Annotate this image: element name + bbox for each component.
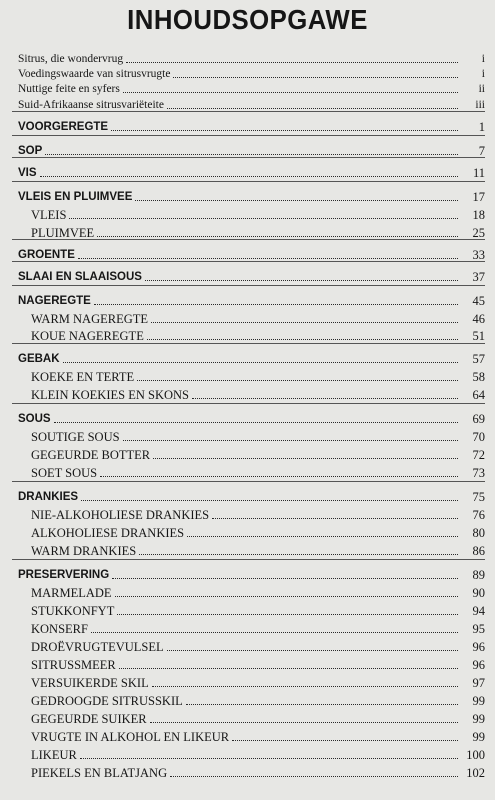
toc-section-entry[interactable] bbox=[18, 488, 485, 504]
dot-leader bbox=[94, 304, 458, 305]
toc-page-number: 94 bbox=[472, 604, 485, 618]
toc-subentry[interactable] bbox=[31, 746, 485, 762]
dot-leader bbox=[54, 422, 458, 423]
toc-entry-label: KONSERF bbox=[31, 622, 88, 636]
toc-page-number: 76 bbox=[472, 508, 485, 522]
toc-page-number: 102 bbox=[466, 766, 485, 780]
toc-page-number: 45 bbox=[472, 294, 485, 308]
toc-page-number: i bbox=[481, 53, 485, 65]
dot-leader bbox=[126, 62, 458, 63]
dot-leader bbox=[97, 236, 458, 237]
toc-entry-label: KOUE NAGEREGTE bbox=[31, 329, 144, 343]
dot-leader bbox=[152, 686, 458, 687]
toc-subentry[interactable] bbox=[31, 224, 485, 240]
toc-entry-label: WARM DRANKIES bbox=[31, 544, 137, 558]
toc-entry-label: PLUIMVEE bbox=[31, 226, 95, 240]
toc-entry-label: SOUTIGE SOUS bbox=[31, 430, 120, 444]
dot-leader bbox=[63, 362, 458, 363]
toc-page-number: 99 bbox=[472, 712, 485, 726]
toc-page-number: 37 bbox=[472, 270, 485, 284]
toc-subentry[interactable] bbox=[31, 310, 485, 326]
toc-subentry[interactable] bbox=[31, 710, 485, 726]
toc-entry-label: Voedingswaarde van sitrusvrugte bbox=[18, 68, 171, 80]
dot-leader bbox=[232, 740, 458, 741]
toc-subentry[interactable] bbox=[31, 368, 485, 384]
toc-entry-label: WARM NAGEREGTE bbox=[31, 312, 149, 326]
dot-leader bbox=[40, 176, 458, 177]
toc-section-entry[interactable] bbox=[18, 350, 485, 366]
toc-section-entry[interactable] bbox=[18, 118, 485, 134]
dot-leader bbox=[173, 77, 458, 78]
dot-leader bbox=[112, 578, 458, 579]
toc-entry-label: PIEKELS EN BLATJANG bbox=[31, 766, 168, 780]
section-divider bbox=[12, 559, 485, 560]
dot-leader bbox=[212, 518, 458, 519]
toc-page-number: 70 bbox=[472, 430, 485, 444]
toc-entry-label: SOUS bbox=[18, 413, 51, 425]
toc-entry-label: GEGEURDE SUIKER bbox=[31, 712, 147, 726]
toc-entry-label: VRUGTE IN ALKOHOL EN LIKEUR bbox=[31, 730, 230, 744]
toc-entry-label: Suid-Afrikaanse sitrusvariëteite bbox=[18, 99, 164, 111]
toc-entry-label: GEGEURDE BOTTER bbox=[31, 448, 151, 462]
section-divider bbox=[12, 481, 485, 482]
toc-page-number: 99 bbox=[472, 694, 485, 708]
dot-leader bbox=[186, 704, 458, 705]
dot-leader bbox=[123, 92, 458, 93]
dot-leader bbox=[170, 776, 458, 777]
toc-section-entry[interactable] bbox=[18, 164, 485, 180]
toc-subentry[interactable] bbox=[31, 506, 485, 522]
toc-page-number: 75 bbox=[472, 490, 485, 504]
dot-leader bbox=[167, 108, 458, 109]
toc-page-number: 95 bbox=[472, 622, 485, 636]
toc-section-entry[interactable] bbox=[18, 188, 485, 204]
toc-intro-entry[interactable] bbox=[18, 65, 485, 81]
toc-subentry[interactable] bbox=[31, 728, 485, 744]
dot-leader bbox=[139, 554, 458, 555]
toc-entry-label: STUKKONFYT bbox=[31, 604, 115, 618]
page-title: INHOUDSOPGAWE bbox=[127, 4, 368, 35]
toc-subentry[interactable] bbox=[31, 620, 485, 636]
toc-page-number: 89 bbox=[472, 568, 485, 582]
dot-leader bbox=[135, 200, 458, 201]
toc-subentry[interactable] bbox=[31, 584, 485, 600]
toc-entry-label: SOP bbox=[18, 145, 43, 157]
section-divider bbox=[12, 285, 485, 286]
section-divider bbox=[12, 181, 485, 182]
toc-page-number: 11 bbox=[472, 166, 485, 180]
section-divider bbox=[12, 403, 485, 404]
toc-page-number: 46 bbox=[472, 312, 485, 326]
toc-intro-entry[interactable] bbox=[18, 80, 485, 96]
toc-section-entry[interactable] bbox=[18, 292, 485, 308]
toc-subentry[interactable] bbox=[31, 464, 485, 480]
dot-leader bbox=[145, 280, 458, 281]
dot-leader bbox=[111, 130, 458, 131]
toc-intro-entry[interactable] bbox=[18, 96, 485, 112]
dot-leader bbox=[147, 339, 458, 340]
dot-leader bbox=[123, 440, 458, 441]
dot-leader bbox=[78, 258, 458, 259]
toc-page-number: 69 bbox=[472, 412, 485, 426]
toc-entry-label: ALKOHOLIESE DRANKIES bbox=[31, 526, 185, 540]
toc-page-number: 57 bbox=[472, 352, 485, 366]
toc-entry-label: Nuttige feite en syfers bbox=[18, 83, 120, 95]
toc-entry-label: SITRUSSMEER bbox=[31, 658, 116, 672]
toc-entry-label: KOEKE EN TERTE bbox=[31, 370, 135, 384]
toc-section-entry[interactable] bbox=[18, 410, 485, 426]
toc-entry-label: VIS bbox=[18, 167, 37, 179]
toc-page-number: 73 bbox=[472, 466, 485, 480]
toc-subentry[interactable] bbox=[31, 428, 485, 444]
toc-intro-entry[interactable] bbox=[18, 50, 485, 66]
toc-page-number: iii bbox=[475, 99, 485, 111]
toc-subentry[interactable] bbox=[31, 446, 485, 462]
toc-page-number: 99 bbox=[472, 730, 485, 744]
toc-entry-label: NIE-ALKOHOLIESE DRANKIES bbox=[31, 508, 210, 522]
toc-section-entry[interactable] bbox=[18, 566, 485, 582]
dot-leader bbox=[69, 218, 458, 219]
toc-entry-label: DROËVRUGTEVULSEL bbox=[31, 640, 164, 654]
dot-leader bbox=[150, 722, 458, 723]
toc-page-number: 25 bbox=[472, 226, 485, 240]
toc-entry-label: GROENTE bbox=[18, 249, 75, 261]
toc-entry-label: GEBAK bbox=[18, 353, 60, 365]
toc-page-number: ii bbox=[478, 83, 485, 95]
toc-entry-label: PRESERVERING bbox=[18, 569, 110, 581]
toc-page-number: 33 bbox=[472, 248, 485, 262]
toc-page-number: 7 bbox=[478, 144, 485, 158]
toc-entry-label: SLAAI EN SLAAISOUS bbox=[18, 271, 142, 283]
dot-leader bbox=[119, 668, 458, 669]
toc-entry-label: VLEIS bbox=[31, 208, 67, 222]
toc-page-number: 18 bbox=[472, 208, 485, 222]
dot-leader bbox=[187, 536, 458, 537]
toc-subentry[interactable] bbox=[31, 386, 485, 402]
toc-page-number: 58 bbox=[472, 370, 485, 384]
toc-subentry[interactable] bbox=[31, 327, 485, 343]
toc-subentry[interactable] bbox=[31, 674, 485, 690]
toc-page-number: 96 bbox=[472, 640, 485, 654]
section-divider bbox=[12, 343, 485, 344]
toc-section-entry[interactable] bbox=[18, 142, 485, 158]
toc-page-number: 97 bbox=[472, 676, 485, 690]
toc-page-number: 80 bbox=[472, 526, 485, 540]
dot-leader bbox=[137, 380, 458, 381]
dot-leader bbox=[100, 476, 458, 477]
toc-entry-label: NAGEREGTE bbox=[18, 295, 91, 307]
dot-leader bbox=[117, 614, 458, 615]
dot-leader bbox=[80, 758, 458, 759]
dot-leader bbox=[167, 650, 458, 651]
toc-subentry[interactable] bbox=[31, 524, 485, 540]
toc-subentry[interactable] bbox=[31, 542, 485, 558]
toc-entry-label: KLEIN KOEKIES EN SKONS bbox=[31, 388, 189, 402]
dot-leader bbox=[192, 398, 458, 399]
dot-leader bbox=[115, 596, 458, 597]
toc-page-number: 1 bbox=[478, 120, 485, 134]
dot-leader bbox=[91, 632, 458, 633]
toc-page-number: 17 bbox=[472, 190, 485, 204]
toc-entry-label: GEDROOGDE SITRUSSKIL bbox=[31, 694, 183, 708]
toc-page-number: 86 bbox=[472, 544, 485, 558]
dot-leader bbox=[81, 500, 458, 501]
section-divider bbox=[12, 135, 485, 136]
toc-entry-label: VOORGEREGTE bbox=[18, 121, 109, 133]
toc-entry-label: MARMELADE bbox=[31, 586, 112, 600]
toc-entry-label: SOET SOUS bbox=[31, 466, 98, 480]
toc-subentry[interactable] bbox=[31, 206, 485, 222]
toc-section-entry[interactable] bbox=[18, 268, 485, 284]
toc-entry-label: Sitrus, die wondervrug bbox=[18, 53, 124, 65]
toc-page-number: 90 bbox=[472, 586, 485, 600]
toc-subentry[interactable] bbox=[31, 692, 485, 708]
dot-leader bbox=[45, 154, 458, 155]
toc-page-number: 96 bbox=[472, 658, 485, 672]
toc-page-number: i bbox=[481, 68, 485, 80]
toc-subentry[interactable] bbox=[31, 656, 485, 672]
toc-subentry[interactable] bbox=[31, 602, 485, 618]
toc-page-number: 51 bbox=[472, 329, 485, 343]
toc-entry-label: VERSUIKERDE SKIL bbox=[31, 676, 149, 690]
dot-leader bbox=[151, 322, 458, 323]
toc-page-number: 72 bbox=[472, 448, 485, 462]
toc-entry-label: LIKEUR bbox=[31, 748, 77, 762]
toc-page-number: 100 bbox=[466, 748, 485, 762]
toc-page-number: 64 bbox=[472, 388, 485, 402]
toc-entry-label: VLEIS EN PLUIMVEE bbox=[18, 191, 133, 203]
toc-section-entry[interactable] bbox=[18, 246, 485, 262]
dot-leader bbox=[153, 458, 458, 459]
toc-subentry[interactable] bbox=[31, 764, 485, 780]
toc-entry-label: DRANKIES bbox=[18, 491, 79, 503]
toc-subentry[interactable] bbox=[31, 638, 485, 654]
